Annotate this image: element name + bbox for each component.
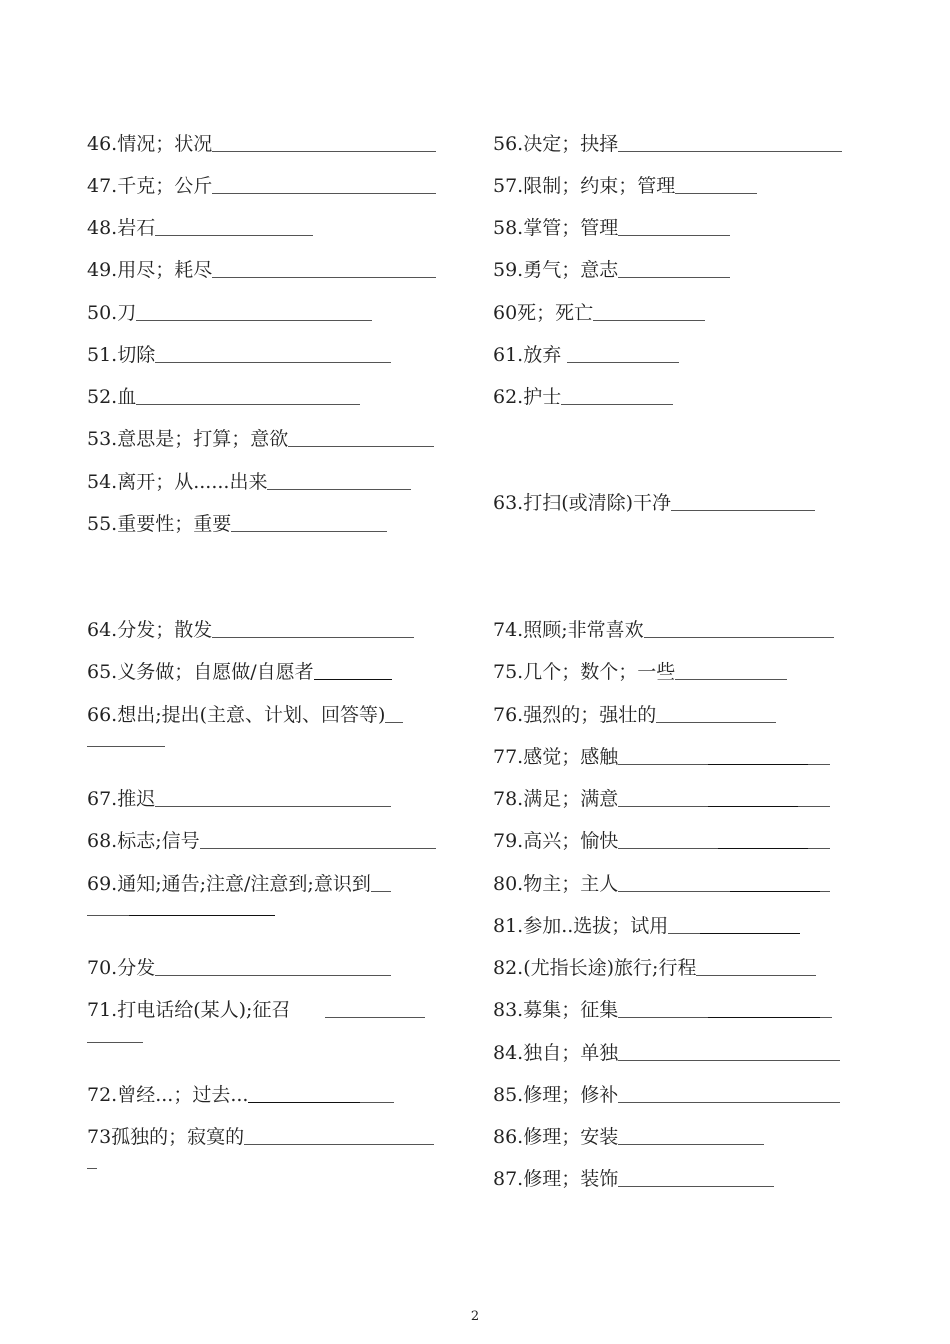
item-78 xyxy=(493,787,830,811)
item-76-text: 76.强烈的；强壮的 xyxy=(493,704,657,726)
item-64 xyxy=(87,618,414,642)
answer-blank[interactable] xyxy=(244,1143,434,1145)
item-49 xyxy=(87,258,436,282)
item-73-continued xyxy=(87,1167,97,1173)
answer-blank[interactable] xyxy=(820,1016,832,1018)
answer-blank[interactable] xyxy=(212,192,436,194)
answer-blank[interactable] xyxy=(618,1143,764,1145)
answer-blank[interactable] xyxy=(618,1059,840,1061)
answer-blank[interactable] xyxy=(200,847,436,849)
item-52 xyxy=(87,385,360,409)
item-72 xyxy=(87,1083,394,1107)
item-48 xyxy=(87,216,313,240)
item-87 xyxy=(493,1167,774,1191)
item-55 xyxy=(87,512,387,536)
item-78-text: 78.满足；满意 xyxy=(493,788,619,810)
answer-blank[interactable] xyxy=(644,636,834,638)
item-81-text: 81.参加..选拔；试用 xyxy=(493,915,669,937)
answer-blank[interactable] xyxy=(618,1185,774,1187)
item-59 xyxy=(493,258,730,282)
item-56-text: 56.决定；抉择 xyxy=(493,133,619,155)
item-55-text: 55.重要性；重要 xyxy=(87,513,232,535)
answer-blank[interactable] xyxy=(618,234,730,236)
answer-blank[interactable] xyxy=(675,678,787,680)
answer-blank[interactable] xyxy=(267,488,411,490)
item-61 xyxy=(493,343,679,367)
item-47-text: 47.千克；公斤 xyxy=(87,175,213,197)
item-69-text: 69.通知;通告;注意/注意到;意识到 xyxy=(87,873,371,895)
answer-blank[interactable] xyxy=(700,932,800,934)
item-53 xyxy=(87,427,434,451)
answer-blank[interactable] xyxy=(808,847,830,849)
item-57 xyxy=(493,174,757,198)
item-79 xyxy=(493,829,830,853)
item-62 xyxy=(493,385,673,409)
item-46-text: 46.情况；状况 xyxy=(87,133,213,155)
item-71-text: 71.打电话给(某人);征召 xyxy=(87,999,310,1021)
item-62-text: 62.护士 xyxy=(493,386,562,408)
item-80 xyxy=(493,872,830,896)
item-74 xyxy=(493,618,834,642)
item-66-continued xyxy=(87,745,165,751)
answer-blank[interactable] xyxy=(820,890,830,892)
item-69 xyxy=(87,872,391,896)
answer-blank[interactable] xyxy=(567,361,679,363)
answer-blank[interactable] xyxy=(618,150,842,152)
answer-blank[interactable] xyxy=(561,403,673,405)
answer-blank[interactable] xyxy=(708,763,808,765)
item-77 xyxy=(493,745,830,769)
answer-blank[interactable] xyxy=(808,763,830,765)
item-82-text: 82.(尤指长途)旅行;行程 xyxy=(493,957,697,979)
item-56 xyxy=(493,132,842,156)
answer-blank[interactable] xyxy=(618,805,708,807)
item-75-text: 75.几个；数个；一些 xyxy=(493,661,676,683)
answer-blank[interactable] xyxy=(618,890,730,892)
item-59-text: 59.勇气；意志 xyxy=(493,259,619,281)
item-54 xyxy=(87,470,411,494)
item-46 xyxy=(87,132,436,156)
item-86 xyxy=(493,1125,764,1149)
item-86-text: 86.修理；安装 xyxy=(493,1126,619,1148)
item-54-text: 54.离开；从......出来 xyxy=(87,471,268,493)
item-51-text: 51.切除 xyxy=(87,344,156,366)
item-63-text: 63.打扫(或清除)干净 xyxy=(493,492,672,514)
answer-blank[interactable] xyxy=(325,1016,425,1018)
answer-blank[interactable] xyxy=(129,914,275,916)
item-83 xyxy=(493,998,832,1022)
answer-blank[interactable] xyxy=(656,721,776,723)
item-76 xyxy=(493,703,776,727)
item-60 xyxy=(493,301,705,325)
answer-blank[interactable] xyxy=(288,445,434,447)
item-84-text: 84.独自；单独 xyxy=(493,1042,619,1064)
item-81 xyxy=(493,914,800,938)
item-68-text: 68.标志;信号 xyxy=(87,830,200,852)
item-58 xyxy=(493,216,730,240)
answer-blank[interactable] xyxy=(708,805,798,807)
answer-blank[interactable] xyxy=(618,763,708,765)
item-70 xyxy=(87,956,391,980)
item-64-text: 64.分发；散发 xyxy=(87,619,213,641)
item-80-text: 80.物主；主人 xyxy=(493,873,619,895)
answer-blank[interactable] xyxy=(385,721,403,723)
item-65-text: 65.义务做；自愿做/自愿者 xyxy=(87,661,314,683)
item-84 xyxy=(493,1041,840,1065)
item-71-continued xyxy=(87,1041,143,1047)
item-49-text: 49.用尽；耗尽 xyxy=(87,259,213,281)
item-77-text: 77.感觉；感触 xyxy=(493,746,619,768)
item-75 xyxy=(493,660,787,684)
answer-blank[interactable] xyxy=(618,1101,840,1103)
answer-blank[interactable] xyxy=(730,890,820,892)
item-72-text: 72.曾经...；过去... xyxy=(87,1084,249,1106)
answer-blank[interactable] xyxy=(671,509,815,511)
answer-blank[interactable] xyxy=(136,403,360,405)
answer-blank[interactable] xyxy=(593,319,705,321)
answer-blank[interactable] xyxy=(212,636,414,638)
item-60-text: 60死；死亡 xyxy=(493,302,594,324)
item-58-text: 58.掌管；管理 xyxy=(493,217,619,239)
answer-blank[interactable] xyxy=(618,847,718,849)
answer-blank[interactable] xyxy=(248,1101,360,1103)
item-63 xyxy=(493,491,815,515)
item-50 xyxy=(87,301,372,325)
item-85-text: 85.修理；修补 xyxy=(493,1084,619,1106)
item-47 xyxy=(87,174,436,198)
item-67 xyxy=(87,787,391,811)
answer-blank[interactable] xyxy=(618,276,730,278)
item-83-text: 83.募集；征集 xyxy=(493,999,619,1021)
item-85 xyxy=(493,1083,840,1107)
item-67-text: 67.推迟 xyxy=(87,788,156,810)
answer-blank[interactable] xyxy=(87,745,165,747)
answer-blank[interactable] xyxy=(798,805,830,807)
answer-blank[interactable] xyxy=(618,1016,708,1018)
answer-blank[interactable] xyxy=(155,974,391,976)
item-82 xyxy=(493,956,816,980)
answer-blank[interactable] xyxy=(212,150,436,152)
answer-blank[interactable] xyxy=(87,914,129,916)
answer-blank[interactable] xyxy=(136,319,372,321)
answer-blank[interactable] xyxy=(87,1041,143,1043)
item-57-text: 57.限制；约束；管理 xyxy=(493,175,676,197)
answer-blank[interactable] xyxy=(314,678,392,680)
item-52-text: 52.血 xyxy=(87,386,137,408)
answer-blank[interactable] xyxy=(155,234,313,236)
item-71 xyxy=(87,998,425,1022)
item-74-text: 74.照顾;非常喜欢 xyxy=(493,619,644,641)
answer-blank[interactable] xyxy=(696,974,816,976)
answer-blank[interactable] xyxy=(675,192,757,194)
answer-blank[interactable] xyxy=(212,276,436,278)
item-66 xyxy=(87,703,403,727)
item-70-text: 70.分发 xyxy=(87,957,156,979)
answer-blank[interactable] xyxy=(708,1016,820,1018)
item-73-text: 73孤独的；寂寞的 xyxy=(87,1126,245,1148)
answer-blank[interactable] xyxy=(718,847,808,849)
item-68 xyxy=(87,829,436,853)
answer-blank[interactable] xyxy=(155,805,391,807)
answer-blank[interactable] xyxy=(668,932,700,934)
item-65 xyxy=(87,660,392,684)
item-66-text: 66.想出;提出(主意、计划、回答等) xyxy=(87,704,386,726)
item-50-text: 50.刀 xyxy=(87,302,137,324)
answer-blank[interactable] xyxy=(155,361,391,363)
item-61-text: 61.放弃 xyxy=(493,344,568,366)
answer-blank[interactable] xyxy=(87,1167,97,1169)
item-79-text: 79.高兴；愉快 xyxy=(493,830,619,852)
item-69-continued xyxy=(87,914,275,920)
page-number: 2 xyxy=(470,1309,480,1324)
answer-blank[interactable] xyxy=(360,1101,394,1103)
answer-blank[interactable] xyxy=(231,530,387,532)
item-87-text: 87.修理；装饰 xyxy=(493,1168,619,1190)
item-48-text: 48.岩石 xyxy=(87,217,156,239)
item-73 xyxy=(87,1125,434,1149)
item-53-text: 53.意思是；打算；意欲 xyxy=(87,428,289,450)
item-51 xyxy=(87,343,391,367)
answer-blank[interactable] xyxy=(371,890,391,892)
